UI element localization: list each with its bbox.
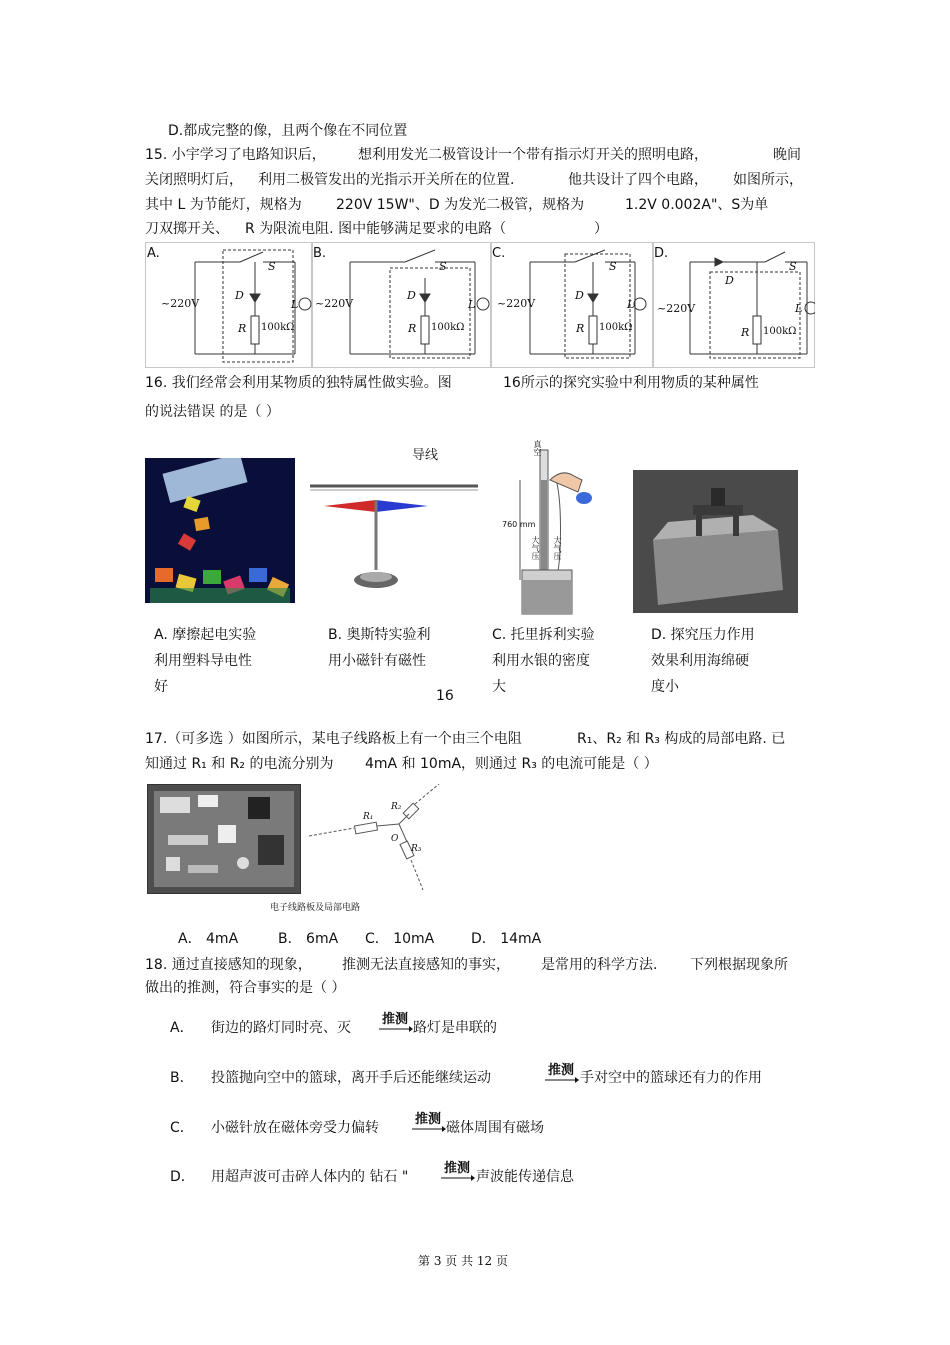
circuit-c-resistance: 100kΩ	[599, 322, 633, 333]
circuit-b-diode: D	[407, 289, 416, 302]
q15-circuit-figures	[145, 242, 815, 368]
q15-line3c: 1.2V 0.002A"、S为单	[625, 197, 769, 213]
q18-line1d: 下列根据现象所	[690, 957, 788, 973]
q18-option-d-letter: D．	[170, 1169, 195, 1185]
circuit-d-switch: S	[789, 260, 797, 273]
torricelli-experiment-illustration	[500, 440, 600, 620]
q18-option-b-inference: 手对空中的篮球还有力的作用	[580, 1070, 762, 1086]
circuit-c-letter: C.	[492, 246, 506, 261]
q16-caption-c-line3: 大	[492, 679, 506, 695]
page-footer: 第 3 页 共 12 页	[418, 1254, 508, 1268]
q16-caption-b	[328, 622, 478, 674]
q16-caption-d-line1: D. 探究压力作用	[651, 627, 755, 643]
q17-line1b: R₁、R₂ 和 R₃ 构成的局部电路. 已	[577, 731, 786, 747]
q15-line1a: 15. 小宇学习了电路知识后，	[145, 147, 326, 163]
q18-option-c-arrow-label: 推测	[415, 1112, 442, 1127]
vacuum-label: 真空	[533, 440, 542, 456]
q16-figure-number: 16	[436, 688, 454, 704]
q15-line2d: 如图所示，	[733, 172, 803, 188]
circuit-a-diode: D	[235, 289, 244, 302]
q15-line3b: 220V 15W"、D 为发光二极管，规格为	[336, 197, 585, 213]
q16-caption-a-line2: 利用塑料导电性	[154, 653, 252, 669]
circuit-c-switch: S	[609, 260, 617, 273]
q15-line2a: 关闭照明灯后，	[145, 172, 243, 188]
circuit-drawings	[145, 242, 815, 368]
q15-line2b: 利用二极管发出的光指示开关所在的位置.	[258, 172, 515, 188]
q16-image-b-oersted	[310, 440, 478, 605]
q18-option-a-arrow-icon	[379, 1026, 413, 1032]
circuit-b-voltage: ~220V	[315, 297, 354, 310]
q18-option-b-letter: B．	[170, 1070, 194, 1086]
q15-line1c: 晚间	[773, 147, 801, 163]
q15-line4a: 刀双掷开关、	[145, 221, 229, 237]
q17-option-a: A． 4mA	[178, 931, 239, 947]
q16-caption-a-line1: A. 摩擦起电实验	[154, 627, 257, 643]
q15-line1b: 想利用发光二极管设计一个带有指示灯开关的照明电路，	[358, 147, 708, 163]
circuit-b-resistance: 100kΩ	[431, 322, 465, 333]
q16-caption-d-line2: 效果利用海绵硬	[651, 653, 749, 669]
q18-option-a-inference: 路灯是串联的	[413, 1020, 497, 1036]
q15-line4c: ）	[594, 221, 608, 237]
circuit-b-letter: B.	[313, 246, 327, 261]
q18-option-a-letter: A．	[170, 1020, 194, 1036]
circuit-a-letter: A.	[147, 246, 160, 261]
circuit-a-voltage: ~220V	[161, 297, 200, 310]
q16-caption-d-line3: 度小	[651, 679, 679, 695]
circuit-a-lamp: L	[291, 298, 299, 311]
q17-option-c: C． 10mA	[365, 931, 435, 947]
q17-figure-caption: 电子线路板及局部电路	[270, 903, 361, 913]
circuit-d-lamp: L	[795, 302, 803, 315]
node-o-label: O	[391, 834, 399, 844]
q18-option-c-letter: C．	[170, 1120, 194, 1136]
q16-caption-a-line3: 好	[154, 679, 168, 695]
q16-caption-c-line2: 利用水银的密度	[492, 653, 590, 669]
circuit-d-resistor: R	[741, 326, 750, 339]
atm-label-left: 大气压	[531, 536, 540, 560]
circuit-board-illustration	[148, 785, 300, 893]
q18-option-c-arrow-icon	[412, 1126, 446, 1132]
q18-option-a-arrow-label: 推测	[382, 1012, 409, 1027]
resistor-r1-label: R₁	[363, 812, 374, 822]
q16-image-a-friction	[145, 458, 295, 603]
q17-figure	[145, 782, 445, 917]
q15-line2c: 他共设计了四个电路，	[568, 172, 708, 188]
q15-line4b: R 为限流电阻. 图中能够满足要求的电路（	[245, 221, 507, 237]
circuit-b-resistor: R	[408, 322, 417, 335]
q18-line1a: 18. 通过直接感知的现象，	[145, 957, 312, 973]
resistor-r2-label: R₂	[391, 802, 402, 812]
q17-option-b: B． 6mA	[278, 931, 339, 947]
q17-line2b: 4mA 和 10mA，则通过 R₃ 的电流可能是（ ）	[365, 756, 658, 772]
circuit-b-lamp: L	[468, 298, 476, 311]
q17-line2a: 知通过 R₁ 和 R₂ 的电流分别为	[145, 756, 334, 772]
q17-option-d: D． 14mA	[471, 931, 542, 947]
circuit-c-voltage: ~220V	[497, 297, 536, 310]
q18-option-d-arrow-label: 推测	[444, 1161, 471, 1176]
q18-option-b-arrow-label: 推测	[548, 1063, 575, 1078]
oersted-experiment-illustration	[310, 440, 478, 605]
q18-option-b-arrow-icon	[545, 1077, 579, 1083]
q16-caption-b-line2: 用小磁针有磁性	[328, 653, 426, 669]
friction-electricity-illustration	[145, 458, 295, 603]
circuit-d-diode: D	[725, 274, 734, 287]
q16-caption-b-line1: B. 奥斯特实验利	[328, 627, 431, 643]
q18-option-a-phenomenon: 街边的路灯同时亮、灭	[211, 1020, 351, 1036]
q16-image-d-pressure	[633, 470, 798, 613]
circuit-c-lamp: L	[627, 298, 635, 311]
q18-option-d-arrow-icon	[441, 1175, 475, 1181]
q17-line1a: 17.（可多选 ）如图所示，某电子线路板上有一个由三个电阻	[145, 731, 522, 747]
resistor-r3-label: R₃	[411, 844, 422, 854]
q16-line1a: 16. 我们经常会利用某物质的独特属性做实验。图	[145, 375, 452, 391]
circuit-d-voltage: ~220V	[657, 302, 696, 315]
q16-image-c-torricelli	[500, 440, 600, 620]
q18-line2: 做出的推测，符合事实的是（ ）	[145, 980, 346, 996]
resistor-network-diagram	[299, 784, 449, 894]
q15-line3a: 其中 L 为节能灯，规格为	[145, 197, 302, 213]
q18-line1b: 推测无法直接感知的事实，	[342, 957, 510, 973]
q18-option-d-inference: 声波能传递信息	[476, 1169, 574, 1185]
atm-label-right: 大气压	[553, 536, 562, 560]
q18-line1c: 是常用的科学方法.	[541, 957, 658, 973]
q16-line1b: 16所示的探究实验中利用物质的某种属性	[503, 375, 759, 391]
q18-option-c-phenomenon: 小磁针放在磁体旁受力偏转	[211, 1120, 379, 1136]
q16-caption-c-line1: C. 托里拆利实验	[492, 627, 595, 643]
height-label: 760 mm	[502, 520, 536, 529]
q18-option-b-phenomenon: 投篮抛向空中的篮球，离开手后还能继续运动	[211, 1070, 491, 1086]
circuit-c-resistor: R	[576, 322, 585, 335]
pressure-experiment-illustration	[633, 470, 798, 613]
circuit-a-switch: S	[268, 260, 276, 273]
circuit-c-diode: D	[575, 289, 584, 302]
circuit-a-resistance: 100kΩ	[261, 322, 295, 333]
wire-label: 导线	[412, 448, 439, 463]
q14-option-d: D.都成完整的像，且两个像在不同位置	[168, 123, 408, 139]
q18-option-c-inference: 磁体周围有磁场	[446, 1120, 544, 1136]
circuit-d-resistance: 100kΩ	[763, 326, 797, 337]
q16-line2: 的说法错误 的是（ ）	[145, 404, 280, 420]
q16-caption-a	[154, 622, 304, 700]
q16-caption-d	[651, 622, 801, 700]
circuit-board-photo	[147, 784, 301, 894]
circuit-a-resistor: R	[238, 322, 247, 335]
circuit-d-letter: D.	[654, 246, 669, 261]
q16-caption-c	[492, 622, 642, 700]
circuit-b-switch: S	[439, 260, 447, 273]
q18-option-d-phenomenon: 用超声波可击碎人体内的 钻石 "	[211, 1169, 409, 1185]
